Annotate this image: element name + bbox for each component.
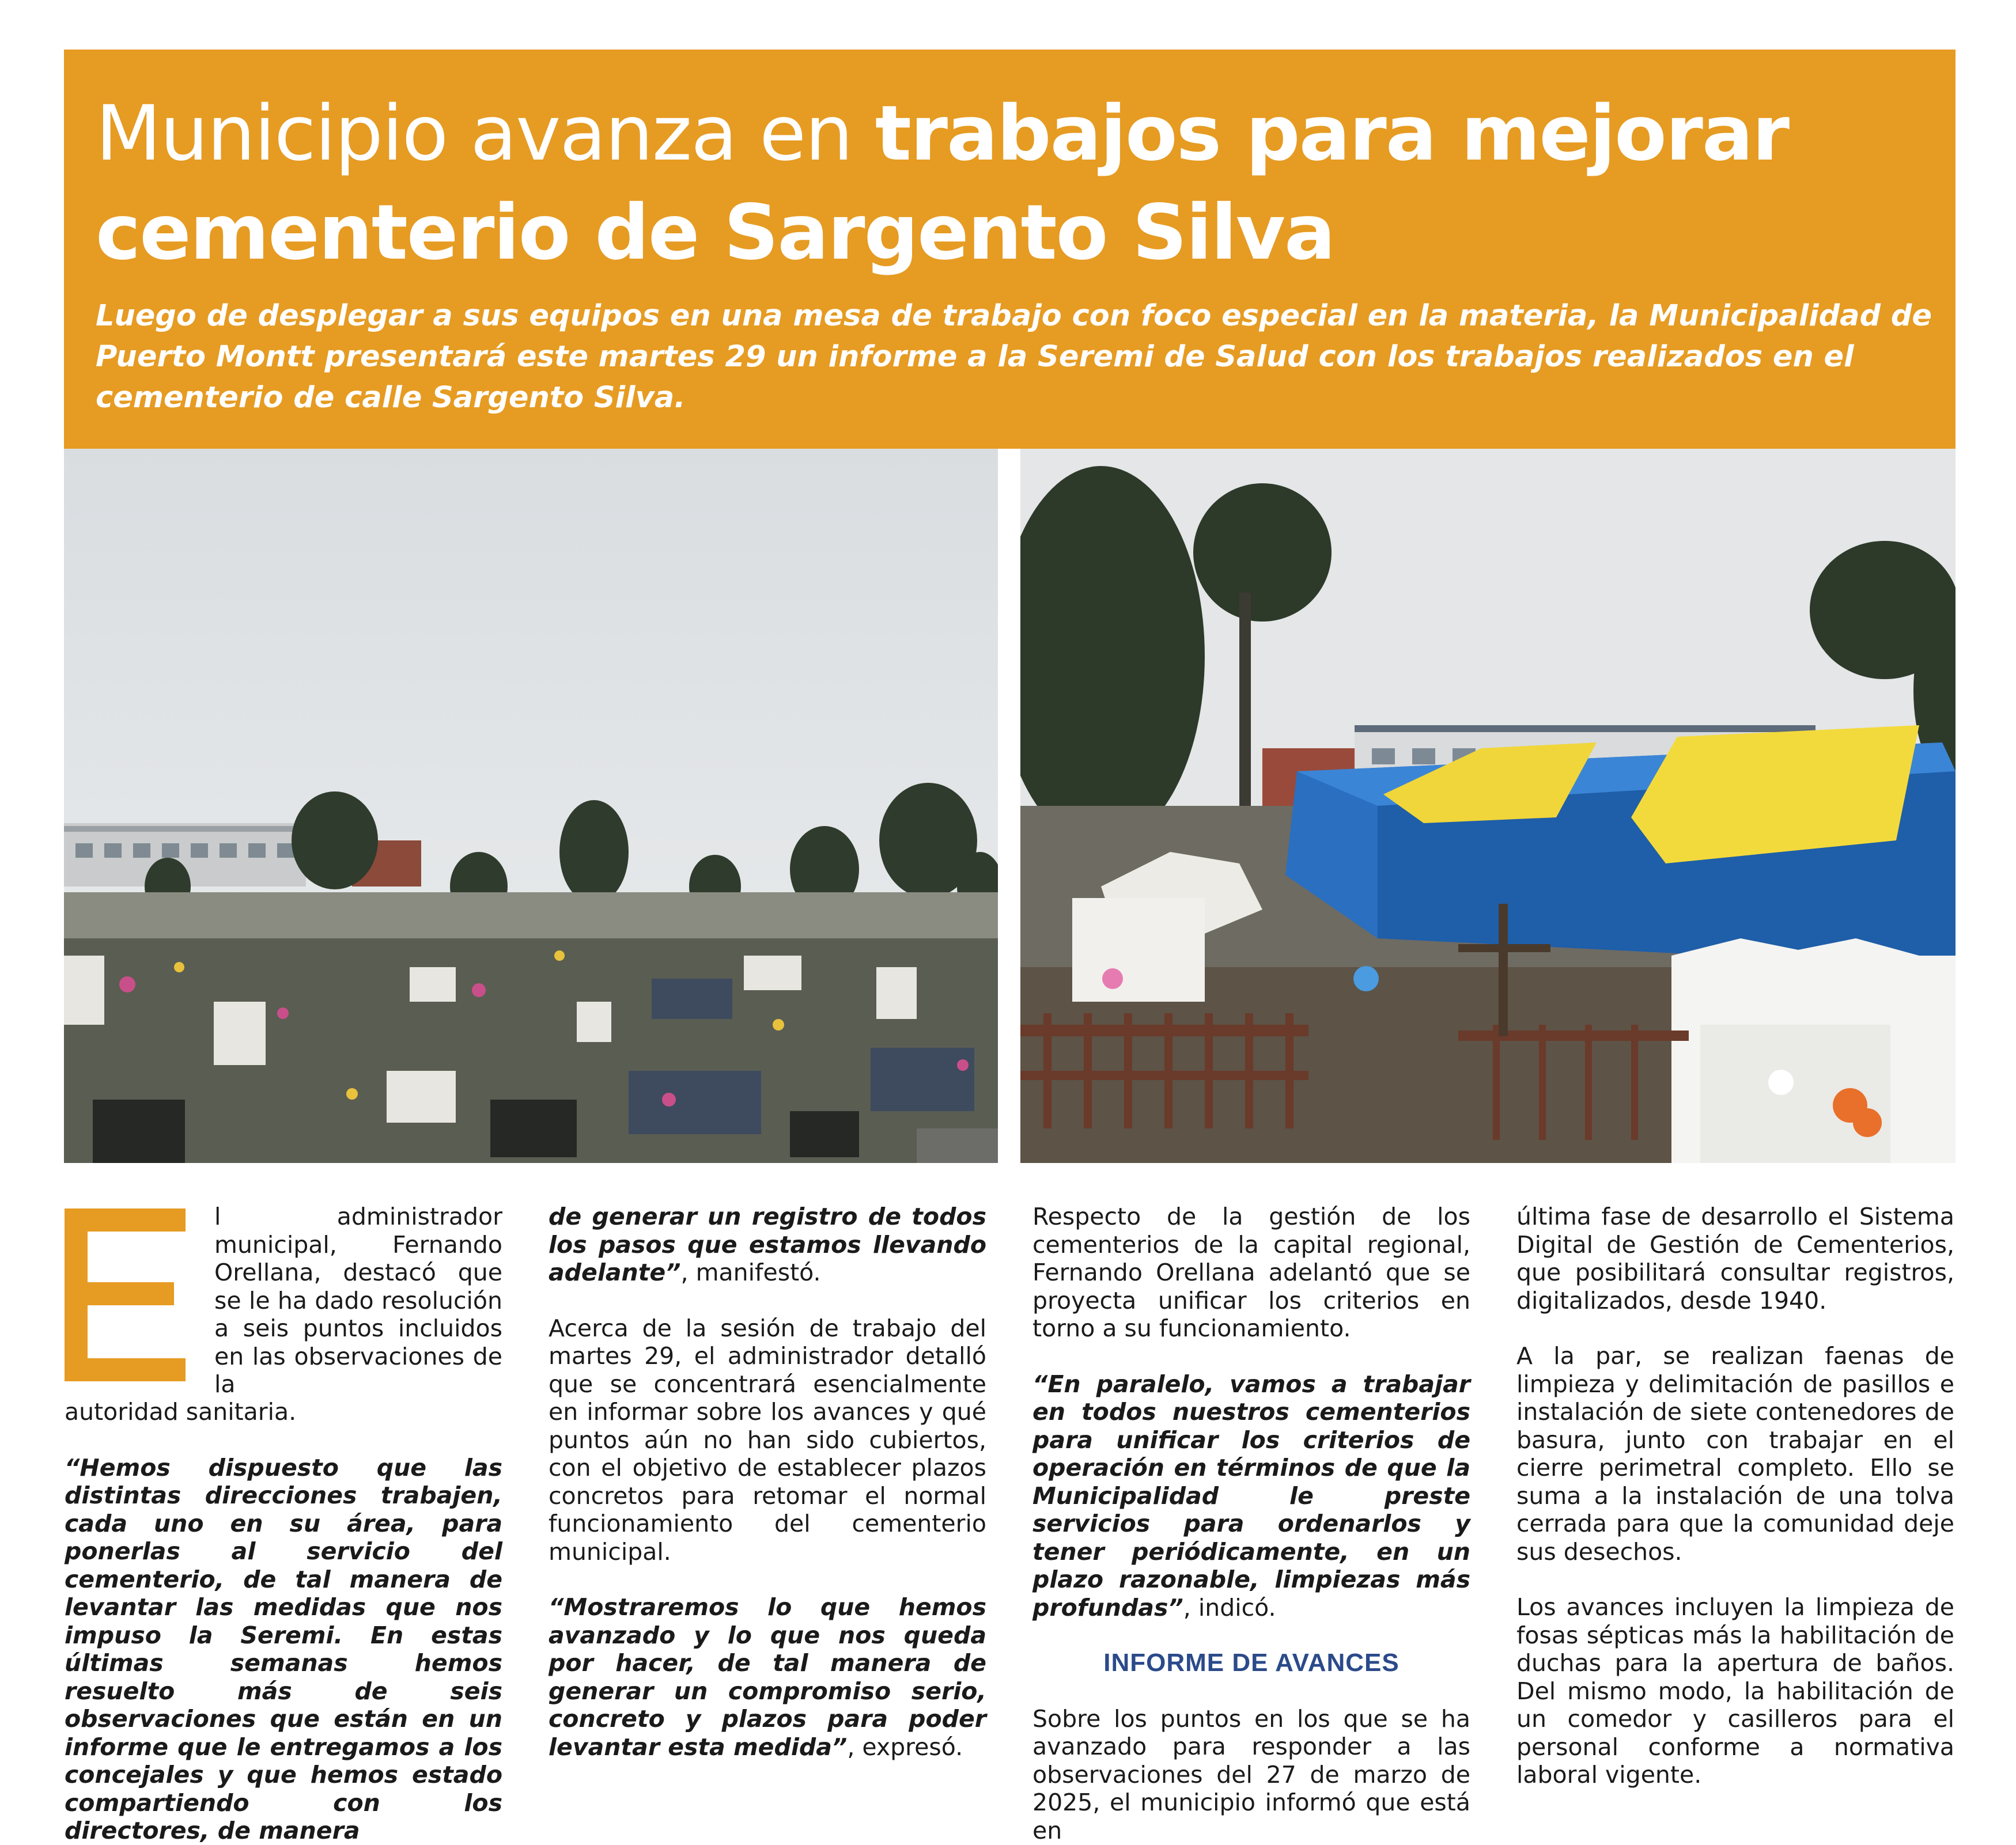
garbage-container-photo: [1020, 449, 1956, 1163]
article-column-3: [1032, 1203, 1470, 1844]
header-banner: [64, 50, 1956, 449]
cemetery-overview-photo: [64, 449, 998, 1163]
quote-2-paragraph: [549, 1593, 986, 1761]
article-column-4: [1516, 1203, 1954, 1789]
subheadline: Luego de desplegar a sus equipos en una mesa de trabajo con foco especial en la materia, la Municipalidad de Puerto Montt presentará este martes 29 un informe a la Seremi de Salud con los trabajos realizados en el cementerio de calle Sargento Silva.: [96, 299, 1932, 415]
headline-bold: trabajos para mejorar cementerio de Sargento Silva: [96, 89, 1789, 277]
progress-paragraph: Sobre los puntos en los que se ha avanzado para responder a las observaciones del 27 de marzo de 2025, el municipio informó que está en: [1032, 1704, 1470, 1844]
headline-regular: Municipio avanza en: [96, 89, 875, 178]
progress-paragraph-cont: última fase de desarrollo el Sistema Digital de Gestión de Cementerios, que posibilitará consultar registros, digitalizados, desde 1940.: [1516, 1203, 1954, 1314]
quote-3-paragraph: [1032, 1370, 1470, 1622]
cleaning-paragraph: A la par, se realizan faenas de limpieza y delimitación de pasillos e instalación de siete contenedores de basura, junto con trabajar en el cierre perimetral completo. Ello se suma a la instalación de una tolva cerrada para que la comunidad deje sus desechos.: [1516, 1342, 1954, 1566]
quote-2-attribution: , expresó.: [847, 1733, 963, 1761]
headline: [96, 84, 1939, 282]
article-column-2: [549, 1203, 986, 1761]
intro-paragraph-end: autoridad sanitaria.: [65, 1398, 297, 1426]
quote-1-attribution: , manifestó.: [680, 1259, 821, 1286]
quote-3-text: “En paralelo, vamos a trabajar en todos nuestros cementerios para unificar los criterios de operación en términos de que la Municipalidad le preste servicios para ordenarlos y tener periódicamente, en un plazo razonable, limpiezas más profundas”: [1032, 1370, 1470, 1622]
dropcap-letter: [65, 1208, 186, 1381]
quote-2-text: “Mostraremos lo que hemos avanzado y lo que nos queda por hacer, de tal manera de generar un compromiso serio, concreto y plazos para poder levantar esta medida”: [549, 1593, 986, 1761]
quote-1-continuation: [549, 1203, 986, 1287]
facilities-paragraph: Los avances incluyen la limpieza de fosas sépticas más la habilitación de duchas para la apertura de baños. Del mismo modo, la habilitación de un comedor y casilleros para el personal conforme a normativa laboral vigente.: [1516, 1593, 1954, 1789]
quote-orellana-1: “Hemos dispuesto que las distintas direcciones trabajen, cada uno en su área, para ponerlas al servicio del cementerio, de tal manera de levantar las medidas que nos impuso la Seremi. En estas últimas semanas hemos resuelto más de seis observaciones que están en un informe que le entregamos a los concejales y que hemos estado compartiendo con los directores, de manera: [65, 1453, 502, 1844]
quote-1-cont-text: de generar un registro de todos los pasos que estamos llevando adelante”: [549, 1203, 986, 1286]
article-column-1: [65, 1398, 502, 1845]
quote-3-attribution: , indicó.: [1183, 1593, 1276, 1622]
management-paragraph: Respecto de la gestión de los cementerios de la capital regional, Fernando Orellana adelantó que se proyecta unificar los criterios en torno a su funcionamiento.: [1032, 1203, 1470, 1342]
section-heading-informe: INFORME DE AVANCES: [1103, 1649, 1400, 1677]
intro-paragraph: l administrador municipal, Fernando Orellana, destacó que se le ha dado resolución a seis puntos incluidos en las observaciones de la: [214, 1203, 502, 1398]
session-paragraph: Acerca de la sesión de trabajo del martes 29, el administrador detalló que se concentrará esencialmente en informar sobre los avances y qué puntos aún no han sido cubiertos, con el objetivo de establecer plazos concretos para retomar el normal funcionamiento del cementerio municipal.: [549, 1314, 986, 1566]
